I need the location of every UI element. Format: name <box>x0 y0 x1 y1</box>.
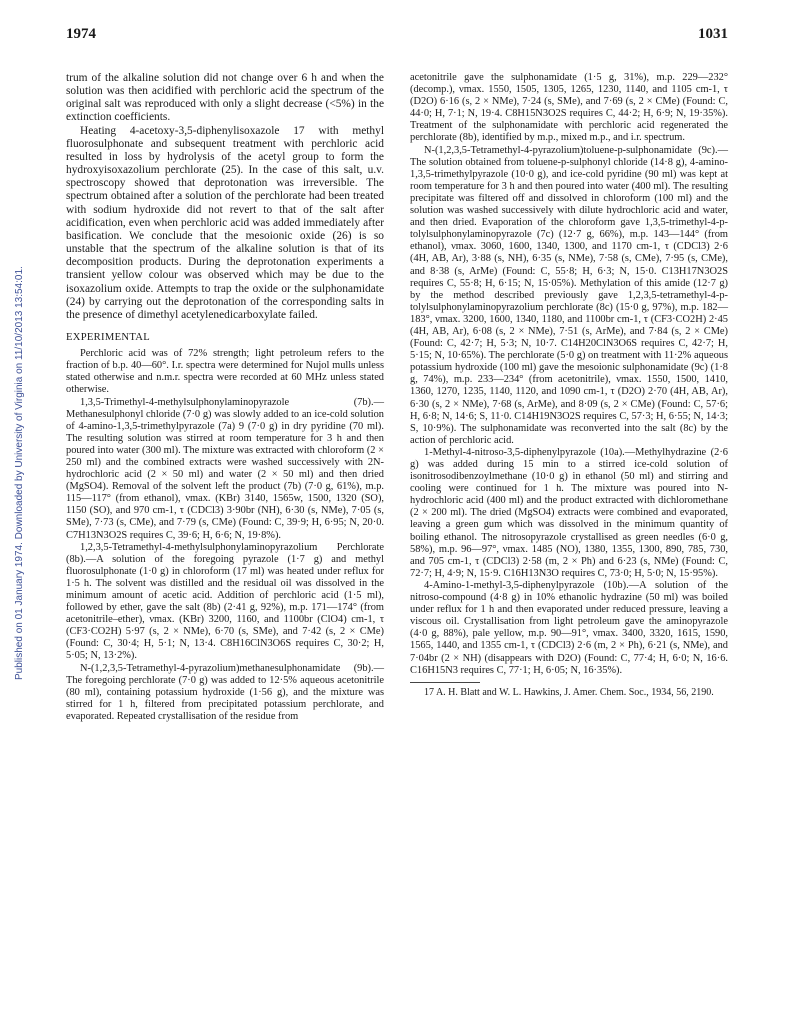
footnote-rule <box>410 682 480 683</box>
section-heading: EXPERIMENTAL <box>66 331 150 343</box>
page-number: 1031 <box>698 26 728 42</box>
paragraph: trum of the alkaline solution did not change over 6 h and when the solution was then acidified with perchloric acid the spectrum of the original salt was reproduced with only a slight decrease (<5%) in the extinction coefficients. <box>66 72 384 124</box>
journal-year: 1974 <box>66 26 96 42</box>
paragraph: 4-Amino-1-methyl-3,5-diphenylpyrazole (10b).—A solution of the nitroso-compound (4·8 g) in 10% ethanolic hydrazine (50 ml) was boiled under reflux for 1 h and then evaporated under reduced pressure, leaving a viscous oil. Crystallisation from light petroleum gave the aminopyrazole (4·0 g, 88%), pale yellow, m.p. 90—91°, νmax. 3400, 3320, 1615, 1590, 1565, 1440, and 1355 cm-1, τ (CDCl3) 2·6 (m, 2 × Ph), 6·21 (s, NMe), and 7·04br (2 × NH) (disappears with D2O) (Found: C, 77·4; H, 6·0; N, 16·6. C16H15N3 requires C, 77·1; H, 6·05; N, 16·35%). <box>410 579 728 676</box>
paragraph: 1,2,3,5-Tetramethyl-4-methylsulphonylaminopyrazolium Perchlorate (8b).—A solution of the foregoing pyrazole (1·7 g) and methyl fluorosulphonate (1·0 g) in chloroform (17 ml) was heated under reflux for 1·5 h. The solvent was distilled and the residual oil was dissolved in the minimum amount of acetic acid. Addition of perchloric acid (1·5 ml), followed by ether, gave the salt (8b) (2·41 g, 92%), m.p. 171—174° (from acetonitrile–ether), νmax. (KBr) 3200, 1160, and 1100br (ClO4) cm-1, τ (CF3·CO2H) 5·97 (s, 2 × NMe), 6·70 (s, SMe), and 7·42 (s, 2 × CMe) (Found: C, 30·4; H, 5·1; N, 13·4. C8H16ClN3O6S requires C, 30·2; H, 5·05; N, 13·2%). <box>66 541 384 662</box>
paragraph: acetonitrile gave the sulphonamidate (1·5 g, 31%), m.p. 229—232° (decomp.), νmax. 1550, 1505, 1305, 1265, 1230, 1140, and 1105 cm-1, τ (D2O) 6·16 (s, 2 × NMe), 7·24 (s, SMe), and 7·69 (s, 2 × CMe) (Found: C, 44·0; H, 7·1; N, 19·4. C8H15N3O2S requires C, 44·2; H, 6·9; N, 19·35%). Treatment of the sulphonamidate with perchloric acid regenerated the perchlorate (8b), identified by m.p., mixed m.p., and i.r. spectrum. <box>410 72 728 144</box>
page-header <box>66 26 728 50</box>
experimental-section <box>66 348 384 723</box>
watermark-text: Published on 01 January 1974. Downloaded by University of Virginia on 11/10/2013 13:54:01. <box>14 266 25 680</box>
right-column <box>410 72 728 699</box>
publication-watermark <box>2 160 25 680</box>
paragraph: N-(1,2,3,5-Tetramethyl-4-pyrazolium)toluene-p-sulphonamidate (9c).—The solution obtained from toluene-p-sulphonyl chloride (14·8 g), 4-amino-1,3,5-trimethylpyrazole (10·0 g), and ice-cold pyridine (90 ml) was kept at room temperature for 3 h and then poured into water (400 ml). The resulting precipitate was filtered off and dissolved in chloroform (100 ml) and the solution was washed successively with dilute hydrochloric acid and water, and then dried. Evaporation of the chloroform gave 1,3,5-trimethyl-4-p-tolylsulphonylaminopyrazole (7c) (12·7 g, 66%), m.p. 143—144° (from ethanol), νmax. 3060, 1600, 1340, 1300, and 1170 cm-1, τ (CDCl3) 2·6 (4H, AB, Ar), 3·88 (s, NH), 6·35 (s, NMe), 7·58 (s, CMe), 7·95 (s, CMe), and 8·38 (s, ArMe) (Found: C, 55·8; H, 6·3; N, 15·0. C13H17N3O2S requires C, 55·8; H, 6·15; N, 15·05%). Methylation of this amide (12·7 g) by the method described previously gave 1,2,3,5-tetramethyl-4-p-tolylsulphonylaminopyrazolium perchlorate (8c) (15·0 g, 97%), m.p. 182—183°, νmax. 3200, 1600, 1340, 1180, and 1100br cm-1, τ (CF3·CO2H) 2·45 (4H, AB, Ar), 6·08 (s, 2 × NMe), 7·51 (s, ArMe), and 7·84 (s, 2 × CMe) (Found: C, 42·7; H, 5·3; N, 10·7. C14H20ClN3O6S requires C, 42·7; H, 5·15; N, 10·65%). The perchlorate (5·0 g) on treatment with 11·2% aqueous potassium hydroxide (100 ml) gave the mesoionic sulphonamidate (9c) (1·8 g, 74%), m.p. 233—234° (from acetonitrile), νmax. 1550, 1500, 1410, 1360, 1270, 1235, 1140, 1120, and 1090 cm-1, τ (D2O) 2·70 (4H, AB, Ar), 6·30 (s, 2 × NMe), 7·68 (s, ArMe), and 8·09 (s, 2 × CMe) (Found: C, 57·6; H, 6·8; N, 14·6; S, 11·0. C14H19N3O2S requires C, 57·3; H, 6·55; N, 14·3; S, 10·9%). The sulphonamidate was reconverted into the salt (8c) by the action of perchloric acid. <box>410 144 728 446</box>
paragraph: N-(1,2,3,5-Tetramethyl-4-pyrazolium)methanesulphonamidate (9b).—The foregoing perchlorate (7·0 g) was added to 12·5% aqueous acetonitrile (80 ml), containing potassium hydroxide (1·56 g), and the mixture was stirred for 1 h, filtered from precipitated potassium perchlorate, and evaporated. Repeated crystallisation of the residue from <box>66 662 384 722</box>
paragraph: 1,3,5-Trimethyl-4-methylsulphonylaminopyrazole (7b).—Methanesulphonyl chloride (7·0 g) was slowly added to an ice-cold solution of 4-amino-1,3,5-trimethylpyrazole (7a) 9 (7·0 g) in dry pyridine (70 ml). The resulting solution was stirred at room temperature for 3 h and then poured into water (300 ml). The mixture was extracted with chloroform (2 × 250 ml) and the combined extracts were washed successively with 2N-hydrochloric acid (2 × 50 ml) and water (2 × 50 ml) and then dried (MgSO4). Removal of the solvent left the product (7b) (7·0 g, 61%), m.p. 115—117° (from ethanol), νmax. (KBr) 3140, 1565w, 1500, 1320 (SO), 1150 (SO), and 970 cm-1, τ (CDCl3) 3·90br (NH), 6·30 (s, NMe), 7·05 (s, SMe), 7·73 (s, CMe), and 7·79 (s, CMe) (Found: C, 39·9; H, 6·95; N, 20·0. C7H13N3O2S requires C, 39·6; H, 6·6; N, 19·8%). <box>66 396 384 541</box>
footnote: 17 A. H. Blatt and W. L. Hawkins, J. Amer. Chem. Soc., 1934, 56, 2190. <box>424 686 714 698</box>
left-column <box>66 72 384 723</box>
paragraph: 1-Methyl-4-nitroso-3,5-diphenylpyrazole (10a).—Methylhydrazine (2·6 g) was added during 15 min to a stirred ice-cold solution of isonitrosodibenzoylmethane (10·0 g) in ethanol (50 ml) and stirring and cooling were continued for 1 h. The mixture was poured into N-hydrochloric acid (400 ml) and the product extracted with dichloromethane (2 × 200 ml). The dried (MgSO4) extracts were combined and evaporated, leaving a green gum which was dissolved in the minimum quantity of boiling ethanol. The nitrosopyrazole crystallised as green needles (6·0 g, 58%), m.p. 96—97°, νmax. 1485 (NO), 1380, 1355, 1300, 890, 785, 730, and 705 cm-1, τ (CDCl3) 2·58 (m, 2 × Ph) and 6·23 (s, NMe) (Found: C, 72·7; H, 4·9; N, 15·9. C16H13N3O requires C, 73·0; H, 5·0; N, 15·95%). <box>410 446 728 579</box>
paragraph: Heating 4-acetoxy-3,5-diphenylisoxazole 17 with methyl fluorosulphonate and subsequent treatment with perchloric acid resulted in loss by hydrolysis of the acetyl group to form the hydroxyisoxazolium perchlorate (25). In the case of this salt, u.v. spectroscopy showed that deprotonation was irreversible. The spectrum obtained after a solution of the perchlorate had been treated with sodium hydroxide did not revert to that of the salt after acidification, even when perchloric acid was added immediately after basification. We conclude that the mesoionic oxide (26) is so unstable that the spectrum of the alkaline solution is that of its decomposition products. During the deprotonation experiments a transient yellow colour was observed which may be due to the isoxazolium oxide. Attempts to trap the oxide or the sulphonamidate (24) by carrying out the deprotonation of the corresponding salts in the presence of dimethyl acetylenedicarboxylate failed. <box>66 124 384 321</box>
paragraph: Perchloric acid was of 72% strength; light petroleum refers to the fraction of b.p. 40—60°. I.r. spectra were determined for Nujol mulls unless stated otherwise and n.m.r. spectra were recorded at 60 MHz unless stated otherwise. <box>66 348 384 396</box>
